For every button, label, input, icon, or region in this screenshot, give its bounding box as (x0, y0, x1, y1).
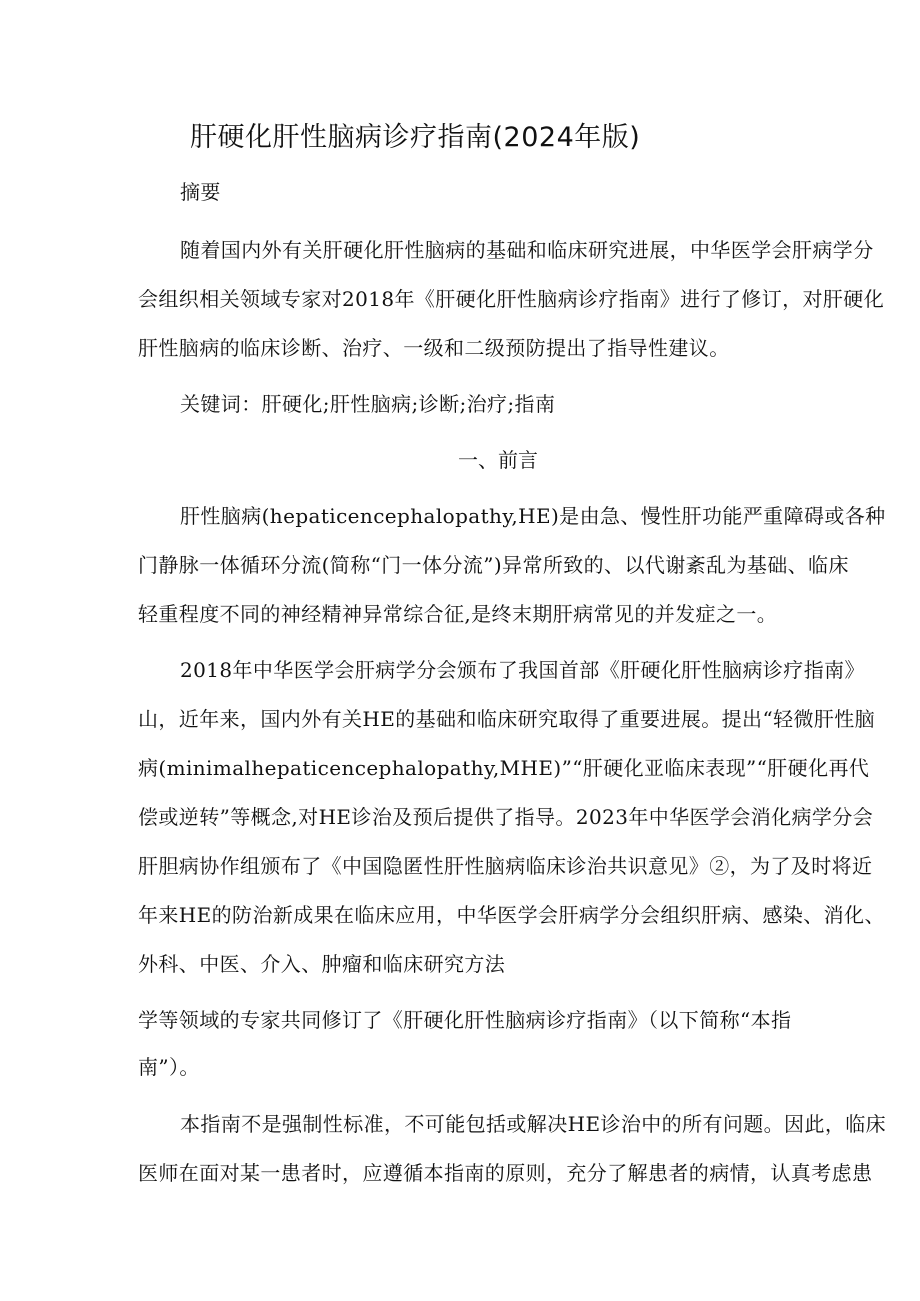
abstract-label: 摘要 (180, 180, 221, 204)
para2-line-3: 病(minimalhepaticencephalopathy,MHE)”“肝硬化亚临床表现”“肝硬化再代 (138, 756, 870, 780)
abstract-line-3: 肝性脑病的临床诊断、治疗、一级和二级预防提出了指导性建议。 (138, 336, 730, 360)
abstract-line-2: 会组织相关领域专家对2018年《肝硬化肝性脑病诊疗指南》进行了修订，对肝硬化 (138, 287, 885, 311)
para2-line-1: 2018年中华医学会肝病学分会颁布了我国首部《肝硬化肝性脑病诊疗指南》 (180, 658, 865, 682)
para1-line-2: 门静脉一体循环分流(简称“门一体分流”)异常所致的、以代谢紊乱为基础、临床 (138, 553, 849, 577)
para3-line-2: 南”）。 (138, 1055, 200, 1079)
para2-line-7: 外科、中医、介入、肿瘤和临床研究方法 (138, 952, 506, 976)
para2-line-2: 山，近年来，国内外有关HE的基础和临床研究取得了重要进展。提出“轻微肝性脑 (138, 707, 876, 731)
para2-line-6: 年来HE的防治新成果在临床应用，中华医学会肝病学分会组织肝病、感染、消化、 (138, 903, 885, 927)
keywords-line: 关键词：肝硬化;肝性脑病;诊断;治疗;指南 (180, 392, 556, 416)
para1-line-3: 轻重程度不同的神经精神异常综合征,是终末期肝病常见的并发症之一。 (138, 602, 778, 626)
para3-line-1: 学等领域的专家共同修订了《肝硬化肝性脑病诊疗指南》（以下简称“本指 (138, 1008, 792, 1032)
para4-line-1: 本指南不是强制性标准，不可能包括或解决HE诊治中的所有问题。因此，临床 (180, 1112, 887, 1136)
document-title: 肝硬化肝性脑病诊疗指南(2024年版) (190, 122, 641, 153)
abstract-line-1: 随着国内外有关肝硬化肝性脑病的基础和临床研究进展，中华医学会肝病学分 (180, 238, 874, 262)
para2-line-5: 肝胆病协作组颁布了《中国隐匿性肝性脑病临床诊治共识意见》②，为了及时将近 (138, 854, 873, 878)
para2-line-4: 偿或逆转”等概念,对HE诊治及预后提供了指导。2023年中华医学会消化病学分会 (138, 805, 874, 829)
section-heading-preface: 一、前言 (458, 448, 538, 472)
para4-line-2: 医师在面对某一患者时，应遵循本指南的原则，充分了解患者的病情，认真考虑患 (138, 1161, 873, 1185)
para1-line-1: 肝性脑病(hepaticencephalopathy,HE)是由急、慢性肝功能严重障碍或各种 (180, 504, 886, 528)
